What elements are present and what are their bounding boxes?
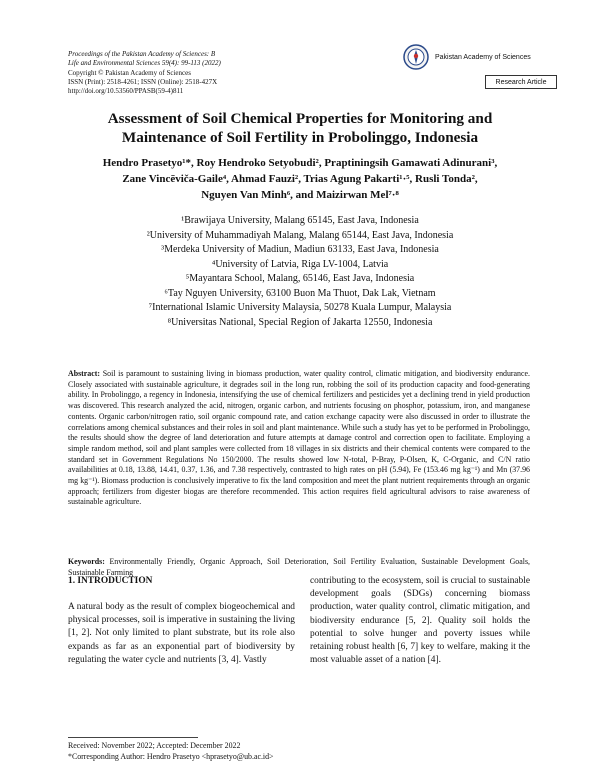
keywords-text: Environmentally Friendly, Organic Approach, Soil Deterioration, Soil Fertility Evaluation, Sustainable Development Goals, Sustainable Farming <box>68 557 530 577</box>
journal-name: Proceedings of the Pakistan Academy of Sciences: B <box>68 50 216 58</box>
footnotes <box>68 741 274 762</box>
intro-column-right: contributing to the ecosystem, soil is crucial to sustainable development goals (SDGs) concerning biomass production, water quality control, climatic mitigation, and biodiversity endurance [5, 2]. Quality soil holds the potential to solve hunger and poverty issues while retaining robust health [6, 7] key to welfare, making it the most valuable asset of a nation [4]. <box>310 576 530 666</box>
author-list <box>60 155 540 203</box>
affiliation: ⁶Tay Nguyen University, 63100 Buon Ma Thuot, Dak Lak, Vietnam <box>164 287 436 299</box>
paper-title <box>60 109 540 147</box>
journal-volume: Life and Environmental Sciences 59(4): 99-113 (2022) <box>68 59 221 68</box>
intro-column-left: A natural body as the result of complex biogeochemical and physical processes, soil is imperative in sustaining the living [1, 2]. Not only limited to plant substrate, but its role also expands as far as an exponential part of biodiversity by regulating the water cycle and nutrients [3, 4]. Vastly <box>68 602 295 665</box>
authors-line-3: Nguyen Van Minh⁶, and Maizirwan Mel⁷·⁸ <box>201 189 399 201</box>
article-type-badge: Research Article <box>485 75 557 89</box>
affiliation: ¹Brawijaya University, Malang 65145, East Java, Indonesia <box>181 215 419 226</box>
title-line-1: Assessment of Soil Chemical Properties for Monitoring and <box>107 110 493 127</box>
academy-seal-icon <box>403 44 429 70</box>
affiliation: ⁷International Islamic University Malaysia, 50278 Kuala Lumpur, Malaysia <box>148 302 452 313</box>
authors-line-2: Zane Vincēviča-Gaile⁴, Ahmad Fauzi², Trias Agung Pakarti¹·⁵, Rusli Tonda², <box>122 173 478 185</box>
publisher-name: Pakistan Academy of Sciences <box>435 53 531 61</box>
publisher-logo <box>403 44 531 70</box>
affiliation: ³Merdeka University of Madiun, Madiun 63133, East Java, Indonesia <box>161 244 439 255</box>
abstract-label: Abstract: <box>68 369 100 378</box>
doi-link[interactable]: http://doi.org/10.53560/PPASB(59-4)811 <box>68 87 184 96</box>
journal-header <box>68 50 221 96</box>
authors-line-1: Hendro Prasetyo¹*, Roy Hendroko Setyobudi², Praptiningsih Gamawati Adinurani³, <box>102 157 498 169</box>
copyright: Copyright © Pakistan Academy of Sciences <box>68 68 191 77</box>
corresponding-author: *Corresponding Author: Hendro Prasetyo <hprasetyo@ub.ac.id> <box>68 751 274 761</box>
title-line-2: Maintenance of Soil Fertility in Probolinggo, Indonesia <box>121 129 479 146</box>
abstract-text: Soil is paramount to sustaining living in biomass production, water quality control, climatic mitigation, and biodiversity endurance. Closely associated with sustainable agriculture, it degrades soil in the long run, robbing the soil of its production capacity and food-generating ability. In Probolinggo, a regency in Indonesia, intensifying the use of chemical fertilizers and pesticides yet a declining trend in yield production was discovered. This research analyzed the acid, nitrogen, organic carbon, and nutrients focusing on phosphor, potassium, iron, and manganese contents. Organic carbon/nitrogen ratio, soil organic compound rate, and cation exchange capacity were also discussed in order to illustrate the correlations among chemical substances and their roles in soil and plant maintenance. While such a study has yet to be performed in Probolinggo, the results should show the degree of land deterioration and future attempts at damage control and correction open to facilitate. Employing a simple random method, soil and plant samples were collected from 18 villages in six districts and their chemical contents were compared to the standard set in Government Regulations No 150/2000. The results showed low N-total, P-Bray, P-Olsen, K, C-Organic, and C/N ratio availabilities at 0.18, 13.88, 14.41, 0.37, 1.36, and 7.38 respectively, contrasted to high rates on pH (5.94), Fe (153.46 mg kg⁻¹) and Mn (37.96 mg kg⁻¹). Biomass production is conclusively imperative to fix the land composition and meet the plant nutrient requirements through an organic approach; fertilizers from digester biogas are therefore recommended. This action requires field agricultural advisors to raise awareness of sustainable agriculture. <box>68 369 530 507</box>
received-dates: Received: November 2022; Accepted: December 2022 <box>68 741 241 750</box>
keywords-label: Keywords: <box>68 557 105 566</box>
affiliation: ⁸Universitas National, Special Region of Jakarta 12550, Indonesia <box>167 316 433 328</box>
affiliation: ⁴University of Latvia, Riga LV-1004, Latvia <box>211 258 389 270</box>
issn: ISSN (Print): 2518-4261; ISSN (Online): 2518-427X <box>68 77 218 86</box>
affiliation: ⁵Mayantara School, Malang, 65146, East Java, Indonesia <box>185 273 415 284</box>
abstract <box>68 369 530 508</box>
footnote-divider <box>68 737 198 738</box>
affiliations <box>60 214 540 330</box>
affiliation: ²University of Muhammadiyah Malang, Malang 65144, East Java, Indonesia <box>146 229 454 241</box>
section-heading: 1. INTRODUCTION <box>68 576 153 586</box>
